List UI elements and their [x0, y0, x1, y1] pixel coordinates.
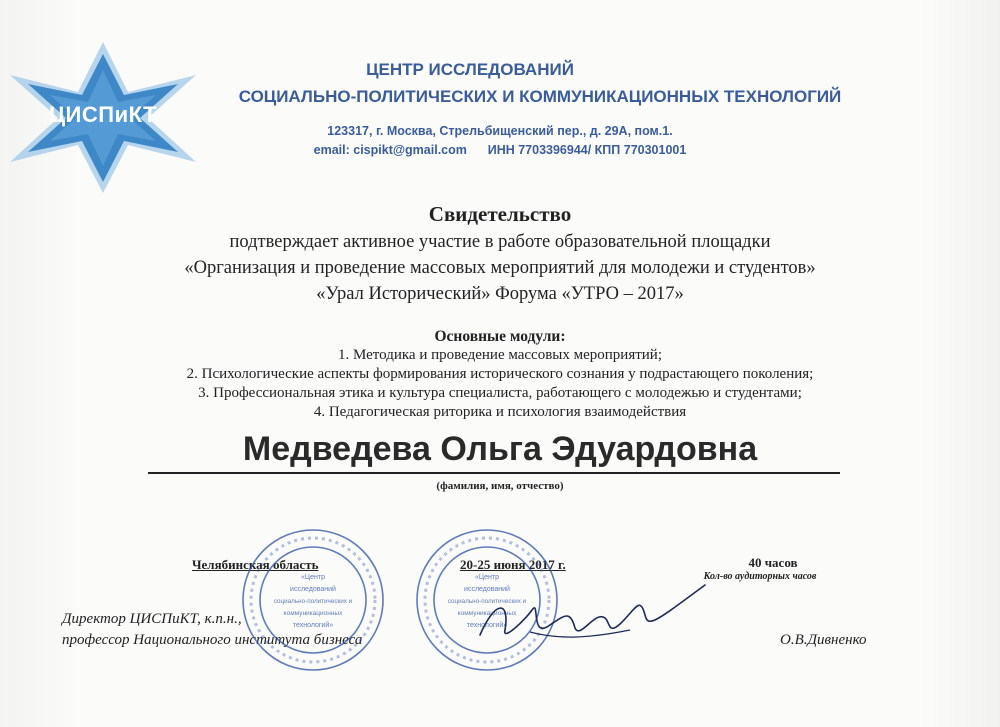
organization-contacts: email: cispikt@gmail.com ИНН 7703396944/ КПП 770301001 — [313, 143, 687, 157]
svg-text:технологий»: технологий» — [466, 622, 508, 629]
svg-text:социально-политических и: социально-политических и — [447, 598, 527, 605]
svg-text:«Центр: «Центр — [475, 574, 499, 581]
organization-name-line2: СОЦИАЛЬНО-ПОЛИТИЧЕСКИХ И КОММУНИКАЦИОННЫХ ТЕХНОЛОГИЙ — [238, 87, 842, 106]
body-line-1: подтверждает активное участие в работе образовательной площадки — [229, 232, 771, 252]
module-item: 1. Методика и проведение массовых мероприятий; — [337, 347, 663, 363]
director-title-line1: Директор ЦИСПиКТ, к.п.н., — [62, 611, 242, 627]
signer-name: О.В.Дивненко — [780, 632, 867, 648]
organization-logo — [8, 40, 198, 195]
module-item: 3. Профессиональная этика и культура специалиста, работающего с молодежью и студентами; — [198, 385, 802, 401]
event-dates: 20-25 июня 2017 г. — [460, 557, 566, 572]
hours-value: 40 часов — [748, 555, 798, 570]
svg-text:технологий»: технологий» — [292, 622, 334, 629]
organization-name-line1: ЦЕНТР ИССЛЕДОВАНИЙ — [366, 60, 574, 79]
event-location: Челябинская область — [192, 557, 319, 572]
svg-text:исследований: исследований — [464, 586, 510, 593]
svg-text:социально-политических и: социально-политических и — [273, 598, 353, 605]
signature-icon — [470, 580, 710, 650]
organization-address: 123317, г. Москва, Стрельбищенский пер., д. 29А, пом.1. — [327, 124, 673, 138]
svg-text:коммуникационных: коммуникационных — [283, 610, 343, 617]
body-line-2: «Организация и проведение массовых мероприятий для молодежи и студентов» — [184, 258, 816, 278]
hours-caption: Кол-во аудиторных часов — [703, 571, 817, 582]
director-title-line2: профессор Национального института бизнеса — [62, 632, 363, 648]
svg-text:«Центр: «Центр — [301, 574, 325, 581]
recipient-name: Медведева Ольга Эдуардовна — [242, 430, 758, 468]
svg-text:исследований: исследований — [290, 586, 336, 593]
recipient-caption: (фамилия, имя, отчество) — [436, 480, 564, 492]
svg-text:коммуникационных: коммуникационных — [457, 610, 517, 617]
official-stamp-icon — [238, 525, 388, 675]
recipient-underline — [148, 472, 840, 474]
body-line-3: «Урал Исторический» Форума «УТРО – 2017» — [316, 284, 684, 304]
logo-text: ЦИСПиКТ — [48, 102, 158, 127]
module-item: 2. Психологические аспекты формирования исторического сознания у подрастающего поколения; — [186, 366, 814, 382]
document-title: Свидетельство — [428, 202, 572, 226]
module-item: 4. Педагогическая риторика и психология взаимодействия — [313, 404, 687, 420]
modules-heading: Основные модули: — [434, 328, 566, 345]
